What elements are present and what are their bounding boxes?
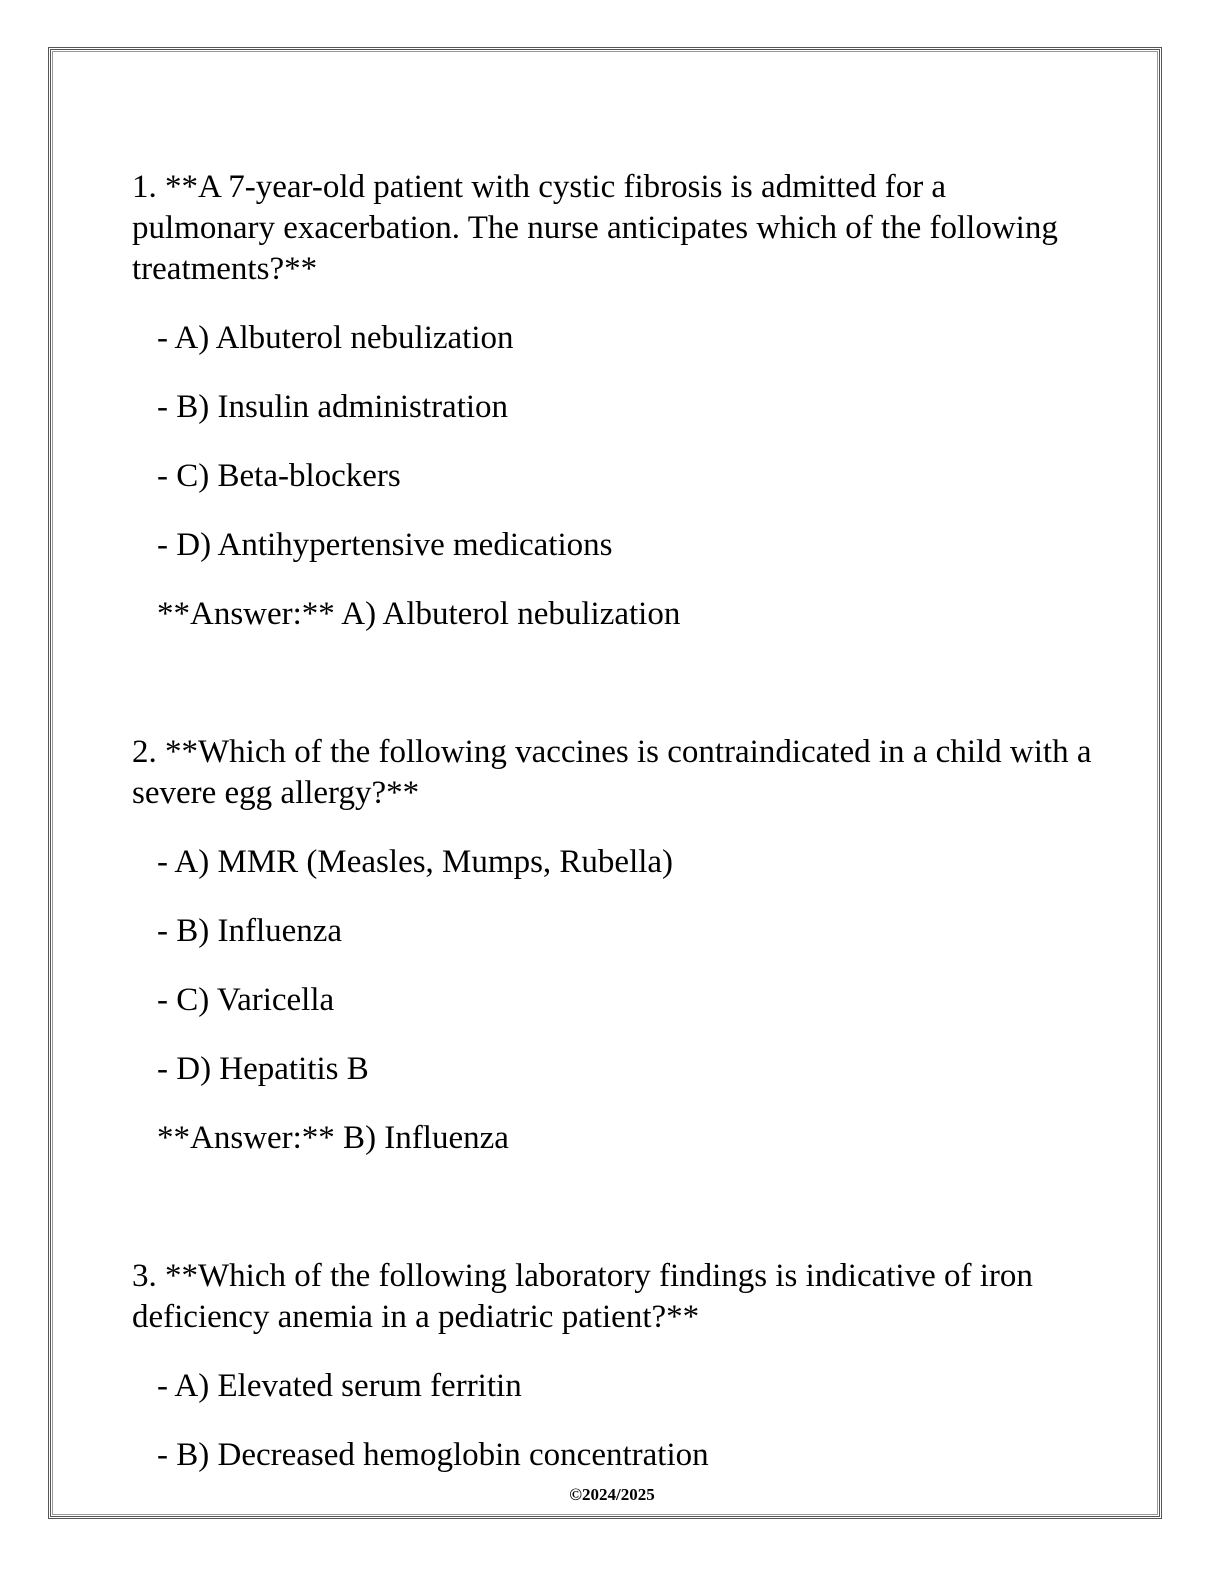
question-block <box>132 732 1092 1159</box>
question-stem: 3. **Which of the following laboratory findings is indicative of iron deficiency anemia in a pediatric patient?** <box>132 1258 1033 1335</box>
answer-option: - A) Albuterol nebulization <box>157 320 514 356</box>
answer-option: - D) Hepatitis B <box>157 1051 369 1087</box>
question-block <box>132 1256 1092 1476</box>
answer-option: - C) Varicella <box>157 982 335 1018</box>
answer-key: **Answer:** A) Albuterol nebulization <box>157 596 681 632</box>
answer-option: - B) Influenza <box>157 913 343 949</box>
answer-option: - B) Insulin administration <box>157 389 509 425</box>
answer-option: - A) MMR (Measles, Mumps, Rubella) <box>157 844 674 880</box>
copyright-footer: ©2024/2025 <box>569 1485 655 1504</box>
answer-option: - B) Decreased hemoglobin concentration <box>157 1437 709 1473</box>
question-block <box>132 167 1092 635</box>
document-body <box>132 167 1092 1476</box>
answer-option: - D) Antihypertensive medications <box>157 527 613 563</box>
question-stem: 2. **Which of the following vaccines is contraindicated in a child with a severe egg allergy?** <box>132 734 1092 811</box>
answer-option: - C) Beta-blockers <box>157 458 401 494</box>
question-stem: 1. **A 7-year-old patient with cystic fibrosis is admitted for a pulmonary exacerbation. The nurse anticipates which of the following treatments?** <box>132 169 1058 287</box>
answer-key: **Answer:** B) Influenza <box>157 1120 509 1156</box>
answer-option: - A) Elevated serum ferritin <box>157 1368 522 1404</box>
